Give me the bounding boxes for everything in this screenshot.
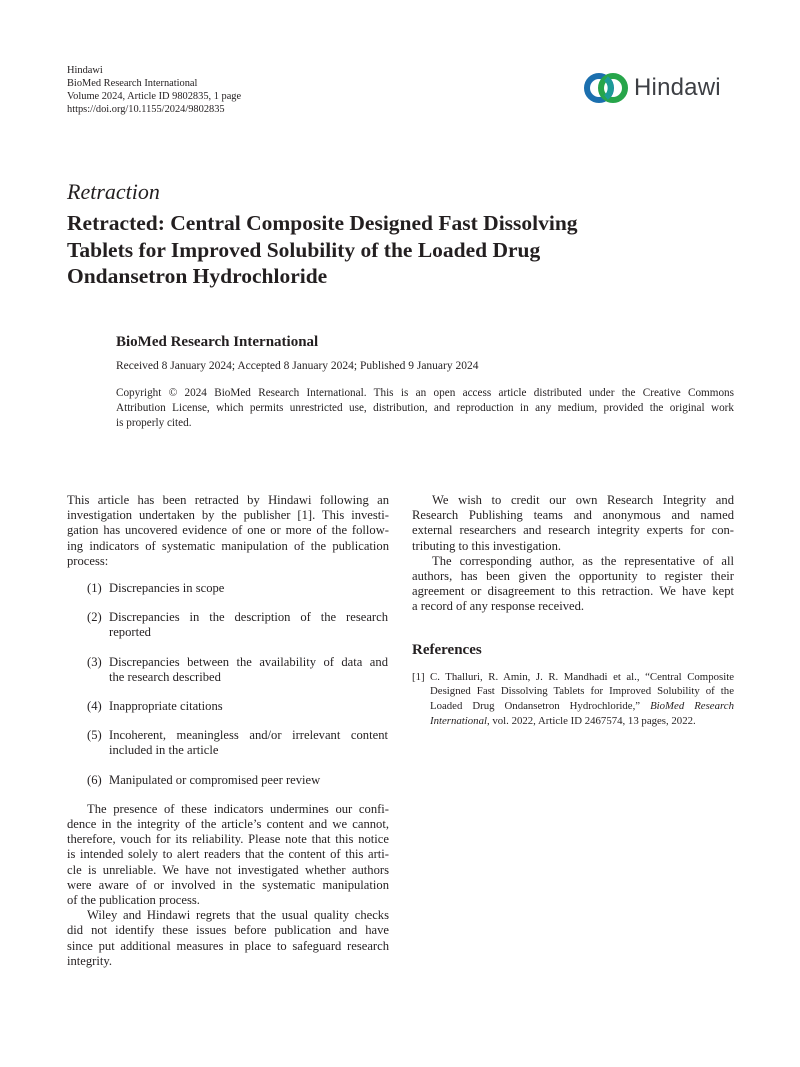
text-line: investigation undertaken by the publisher [1]. This investi- <box>67 508 389 523</box>
list-text: Inappropriate citations <box>109 699 223 714</box>
text-line: authors, has been given the opportunity to register their <box>412 569 734 584</box>
reference-text[interactable]: Designed Fast Dissolving Tablets for Improved Solubility of the <box>430 685 734 698</box>
text-line: therefore, vouch for its reliability. Please note that this notice <box>67 832 389 847</box>
list-text: Discrepancies in scope <box>109 581 225 596</box>
presence-paragraph <box>67 802 389 908</box>
reference-text[interactable]: C. Thalluri, R. Amin, J. R. Mandhadi et al., “Central Composite <box>430 670 734 683</box>
reference-text[interactable] <box>430 714 734 729</box>
list-text: Manipulated or compromised peer review <box>109 772 321 787</box>
article-type: Retraction <box>67 179 160 204</box>
author-publisher: BioMed Research International <box>116 334 319 350</box>
list-text: the research described <box>109 669 221 684</box>
list-item <box>67 773 389 788</box>
wiley-paragraph <box>67 908 389 969</box>
text-line: agreement or disagreement to this retraction. We have kept <box>412 584 734 599</box>
text-line: did not identify these issues before publication and have <box>67 923 389 938</box>
text-line: cle is unreliable. We have not investigated whether authors <box>67 862 389 877</box>
list-item <box>67 728 389 758</box>
list-number: (2) <box>87 610 102 625</box>
list-item <box>67 699 389 714</box>
list-text: Discrepancies between the availability of data and <box>109 654 388 669</box>
list-number: (6) <box>87 772 102 787</box>
reference-text[interactable] <box>430 699 734 714</box>
intro-paragraph <box>67 493 389 569</box>
text-line: Wiley and Hindawi regrets that the usual quality checks <box>87 908 389 923</box>
reference-number: [1] <box>412 670 425 683</box>
right-column <box>412 493 734 729</box>
text-line: The presence of these indicators undermines our confi- <box>87 801 389 816</box>
text-line: is intended solely to alert readers that the content of this arti- <box>67 847 389 862</box>
text-line: tributing to this investigation. <box>412 538 562 553</box>
journal-name: BioMed Research International <box>67 78 198 89</box>
journal-metadata <box>67 64 241 116</box>
title-line: Tablets for Improved Solubility of the Loaded Drug <box>67 237 541 262</box>
text-line: This article has been retracted by Hindawi following an <box>67 493 389 507</box>
volume-info: Volume 2024, Article ID 9802835, 1 page <box>67 91 242 102</box>
hindawi-interlinked-rings-icon <box>582 66 630 110</box>
text-line: since put additional measures in place to safeguard research <box>67 938 389 953</box>
credit-paragraph <box>412 493 734 554</box>
title-line: Retracted: Central Composite Designed Fast Dissolving <box>67 211 578 235</box>
publication-dates: Received 8 January 2024; Accepted 8 January 2024; Published 9 January 2024 <box>116 360 479 372</box>
list-item <box>67 655 389 685</box>
list-number: (5) <box>87 728 102 743</box>
text-line: a record of any response received. <box>412 599 585 614</box>
text-line: of the publication process. <box>67 893 200 908</box>
list-text: reported <box>109 625 151 640</box>
list-number: (4) <box>87 699 102 714</box>
reference-journal: International <box>430 715 487 728</box>
article-title <box>67 210 747 290</box>
list-text: Incoherent, meaningless and/or irrelevant content <box>109 728 388 743</box>
copyright-line: Copyright © 2024 BioMed Research International. This is an open access article distributed under the Creative Commons <box>116 387 734 399</box>
copyright-line: Attribution License, which permits unrestricted use, distribution, and reproduction in any medium, provided the original work <box>116 402 734 414</box>
reference-journal: BioMed Research <box>650 700 734 713</box>
indicator-list <box>67 581 389 788</box>
text-line: We wish to credit our own Research Integrity and <box>432 493 734 507</box>
text-line: external researchers and research integrity experts for con- <box>412 523 734 538</box>
list-number: (1) <box>87 581 102 596</box>
text-line: dence in the integrity of the article’s content and we cannot, <box>67 817 389 832</box>
list-text: included in the article <box>109 743 219 758</box>
publisher-name: Hindawi <box>67 65 103 76</box>
text-line: gation has uncovered evidence of one or more of the follow- <box>67 523 389 538</box>
list-item <box>67 610 389 640</box>
title-line: Ondansetron Hydrochloride <box>67 264 328 288</box>
list-item <box>67 581 389 596</box>
text-line: integrity. <box>67 953 113 968</box>
left-column <box>67 493 389 969</box>
text-line: were aware of or involved in the systematic manipulation <box>67 877 389 892</box>
doi-link[interactable]: https://doi.org/10.1155/2024/9802835 <box>67 104 225 115</box>
text-line: The corresponding author, as the representative of all <box>432 553 734 568</box>
list-text: Discrepancies in the description of the research <box>109 610 388 625</box>
text-line: Research Publishing teams and anonymous and named <box>412 508 734 523</box>
copyright-notice <box>116 386 734 431</box>
reference-item <box>412 670 734 729</box>
corresponding-paragraph <box>412 554 734 615</box>
logo-wordmark: Hindawi <box>634 74 721 101</box>
reference-plain: Loaded Drug Ondansetron Hydrochloride,” <box>430 700 651 713</box>
copyright-line: is properly cited. <box>116 417 192 429</box>
references-heading: References <box>412 641 482 658</box>
list-number: (3) <box>87 654 102 669</box>
reference-plain: , vol. 2022, Article ID 2467574, 13 pages, 2022. <box>486 715 696 728</box>
text-line: process: <box>67 553 109 568</box>
hindawi-logo <box>582 66 742 110</box>
text-line: ing indicators of systematic manipulation of the publication <box>67 538 389 553</box>
